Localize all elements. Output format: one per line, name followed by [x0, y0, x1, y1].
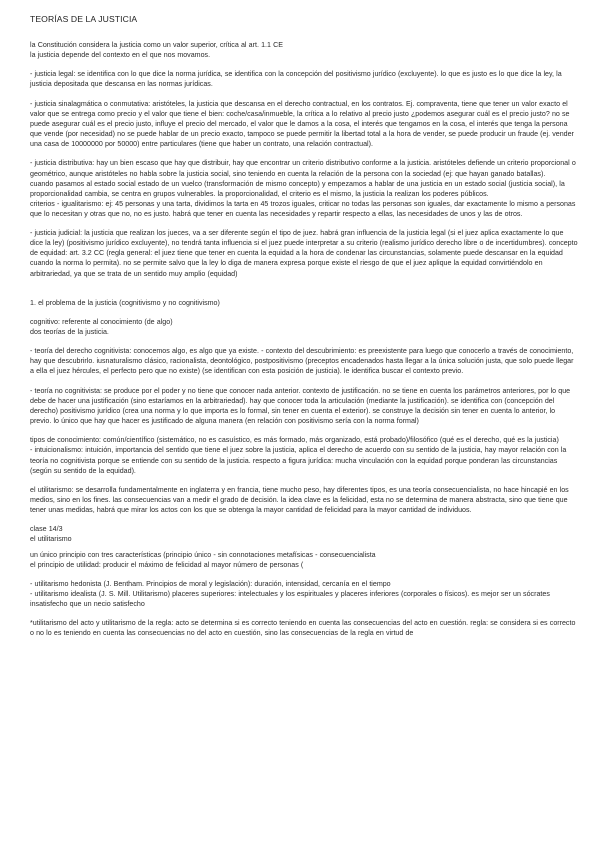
paragraph-tipos-utilitarismo: - utilitarismo hedonista (J. Bentham. Principios de moral y legislación): duración, intensidad, cercanía en el tiempo - utilitarismo idealista (J. S. Mill. Utilitarismo) placeres superiores: intelectuales y los espirituales y placeres inferiores (corporales o físicos). es mejor ser un sócrates insatisfecho que un necio satisfecho: [30, 579, 550, 609]
document-page: [30, 14, 578, 648]
section-heading-problema: 1. el problema de la justicia (cognitivismo y no cognitivismo): [30, 298, 220, 307]
paragraph-justicia-judicial: - justicia judicial: la justicia que realizan los jueces, va a ser diferente según el tipo de juez. habrá gran influencia de la justicia legal (si el juez aplica exactamente lo que dice la ley) (positivismo jurídico excluyente), no tendrá tanta influencia si el juez puede interpretar a su criterio (realismo jurídico derecho libre o de incertidumbres). concepto de equidad: art. 3.2 CC (regla general: el juez tiene que tener en cuenta la equidad a la hora de condenar las circunstancias, solamente puede descansar en la equidad cuando la norma lo permita). no se permite salvo que la ley lo diga de manera expresa porque existe el riesgo de que el juez aplique la equidad convirtiéndolo en arbitrariedad, ya que se trata de un sentido muy amplio (equidad): [30, 229, 578, 278]
paragraph-clase: clase 14/3 el utilitarismo: [30, 525, 72, 544]
paragraph-teoria-no-cognitivista: - teoría no cognitivista: se produce por el poder y no tiene que conocer nada anterior. contexto de justificación. no se tiene en cuenta los parámetros anteriores, por lo que debe de hacer una justificación (sino estaríamos en la arbitrariedad). hay que conocer toda la articulación (mediante la justificación). se identifica con (concepción del derecho) positivismo jurídico (crea una norma y lo que importa es lo formal, sin tener en cuenta el exterior). se construye la decisión sin tener en cuenta lo anterior, lo previo. lo único que hay que hacer es justificado de alguna manera (en relación con positivismo sería con la norma formal): [30, 386, 571, 426]
paragraph-cognitivo: cognitivo: referente al conocimiento (de algo) dos teorías de la justicia.: [30, 317, 173, 336]
paragraph-justicia-legal: - justicia legal: se identifica con lo que dice la norma jurídica, se identifica con la concepción del positivismo jurídico (excluyente). lo que es justo es lo que dice la ley, la justicia depositada que descansa en las normas jurídicas.: [30, 70, 562, 89]
paragraph-teoria-cognitivista: - teoría del derecho cognitivista: conocemos algo, es algo que ya existe. - contexto del descubrimiento: es preexistente para luego que conocerlo a través de conocimiento, hay que descubrirlo. iusnaturalismo clásico, racionalista, deontológico, postpositivismo (preceptos encadenados hasta llegar a la única solución justa, que solo puede llegar a ella el juez hércules, el perfecto pero que no existe) (se identifican con esta posición de justicia). le identifica buscar el contexto previo.: [30, 347, 574, 376]
paragraph-utilitarismo: el utilitarismo: se desarrolla fundamentalmente en inglaterra y en francia, tiene mucho peso, hay diferentes tipos, es una teoría consecuencialista, no hace hincapié en los medios, sino en los fines. las consecuencias van a medir el grado de decisión. la idea clave es la felicidad, esta no se determina de manera abstracta, sino que tiene que tener unas medidas, habrá que mirar los actos con los que se obtenga la mayor cantidad de felicidad para la mayor cantidad de individuos.: [30, 485, 569, 515]
document-title: TEORÍAS DE LA JUSTICIA: [30, 14, 138, 24]
paragraph-justicia-conmutativa: - justicia sinalagmática o conmutativa: aristóteles, la justicia que descansa en el derecho contractual, en los contratos. Ej. compraventa, tiene que tener un valor exacto el valor que se entrega como precio y el valor que tiene el bien: coche/casa/inmueble, la crítica a lo relativo al precio justo ¿podemos asegurar cuál es el precio justo? no se puede asegurar cuál es el precio justo, influye el precio del mercado, el valor que le damos a la cosa, el interés que tengamos en la cosa, el interés que tenga la persona que vende (por necesidad) no se puede hablar de un precio exacto, tampoco se puede permitir la libertad total a la hora de vender, se puede producir un fraude (ej. vender una casa de 10000000 por 50000) entre particulares (tiene que haber un contrato, una relación contractual).: [30, 99, 574, 149]
paragraph-constitucion: la Constitución considera la justicia como un valor superior, crítica al art. 1.1 CE la justicia depende del contexto en el que nos movamos.: [30, 41, 283, 60]
paragraph-justicia-distributiva: - justicia distributiva: hay un bien escaso que hay que distribuir, hay que encontrar un criterio distributivo conforme a la justicia. aristóteles defiende un criterio proporcional o geométrico, aunque aristóteles no habla sobre la justicia social, sino teniendo en cuenta la relación de la persona con la sociedad (ej: que hayan ganado batallas). cuando pasamos al estado social estado de un vuelco (transformación de mismo concepto) y empezamos a hablar de una justicia en un estado social (justicia social), la proporcionalidad cambia, se centra en grupos vulnerables. la proporcionalidad, el criterio es el mismo, la justicia la realizan los poderes públicos. criterios - igualitarismo: ej: 45 personas y una tarta, dividimos la tarta en 45 trozos iguales, criticar no todas las personas son iguales, dar exactamente lo mismo a personas que lo necesitan y otras que no, no es justo. habrá que tener en cuenta las necesidades y repartir respecto a ellas, las necesidades de unos y las de otros.: [30, 159, 576, 218]
paragraph-tipos-conocimiento: tipos de conocimiento: común/científico (sistemático, no es casuístico, es más formado, más organizado, está probado)/filosófico (qué es el derecho, qué es la justicia) - intuicionalismo: intuición, importancia del sentido que tiene el juez sobre la justicia, aplica el derecho de acuerdo con su sentido de la justicia, hay mayor relación con la teoría no cognitivista porque se entiende con su sentido de la justicia. respecto a figura jurídica: mucha vinculación con la equidad porque ponderan las circunstancias (según su sentido de la equidad).: [30, 436, 567, 475]
paragraph-principio-unico: un único principio con tres características (principio único - sin connotaciones metafísicas - consecuencialista el principio de utilidad: producir el máximo de felicidad al mayor número de personas (: [30, 550, 376, 569]
paragraph-acto-regla: *utilitarismo del acto y utilitarismo de la regla: acto se determina si es correcto teniendo en cuenta las consecuencias del acto en cuestión. regla: se considera si es correcto o no lo es teniendo en cuenta las consecuencias no del acto en cuestión, sino las consecuencias de la regla en virtud de: [30, 619, 576, 638]
